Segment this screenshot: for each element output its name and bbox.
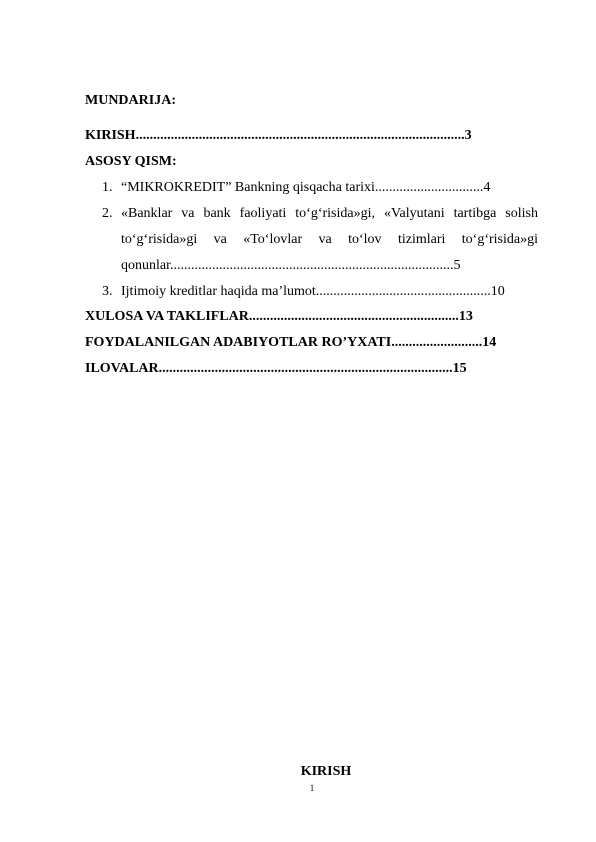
toc-item-number-3: 3.	[102, 284, 113, 299]
toc-entry-foydalanilgan-adabiyotlar[interactable]: FOYDALANILGAN ADABIYOTLAR RO’YXATI..........................14	[85, 335, 497, 350]
toc-entry-xulosa[interactable]: XULOSA VA TAKLIFLAR............................................................13	[85, 309, 473, 324]
section-title-kirish: KIRISH	[300, 764, 352, 779]
toc-entry-qonunlar-line-3[interactable]: qonunlar.................................................................................5	[121, 258, 461, 273]
toc-entry-qonunlar-line-2[interactable]: to‘g‘risida»gi va «To‘lovlar va to‘lov tizimlari to‘g‘risida»gi	[121, 232, 538, 247]
toc-entry-ilovalar[interactable]: ILOVALAR....................................................................................15	[85, 361, 467, 376]
toc-entry-kirish[interactable]: KIRISH..............................................................................................3	[85, 128, 472, 143]
page-number: 1	[309, 783, 315, 793]
toc-entry-mikrokredit-tarixi[interactable]: “MIKROKREDIT” Bankning qisqacha tarixi...............................4	[121, 180, 491, 195]
toc-item-number-2: 2.	[102, 206, 113, 221]
toc-entry-asosy-qism: ASOSY QISM:	[85, 154, 177, 169]
toc-entry-ijtimoiy-kreditlar[interactable]: Ijtimoiy kreditlar haqida ma’lumot..................................................10	[121, 284, 505, 299]
toc-heading: MUNDARIJA:	[85, 93, 176, 108]
toc-entry-qonunlar-line-1[interactable]: «Banklar va bank faoliyati to‘g‘risida»gi, «Valyutani tartibga solish	[121, 206, 538, 221]
toc-item-number-1: 1.	[102, 180, 113, 195]
